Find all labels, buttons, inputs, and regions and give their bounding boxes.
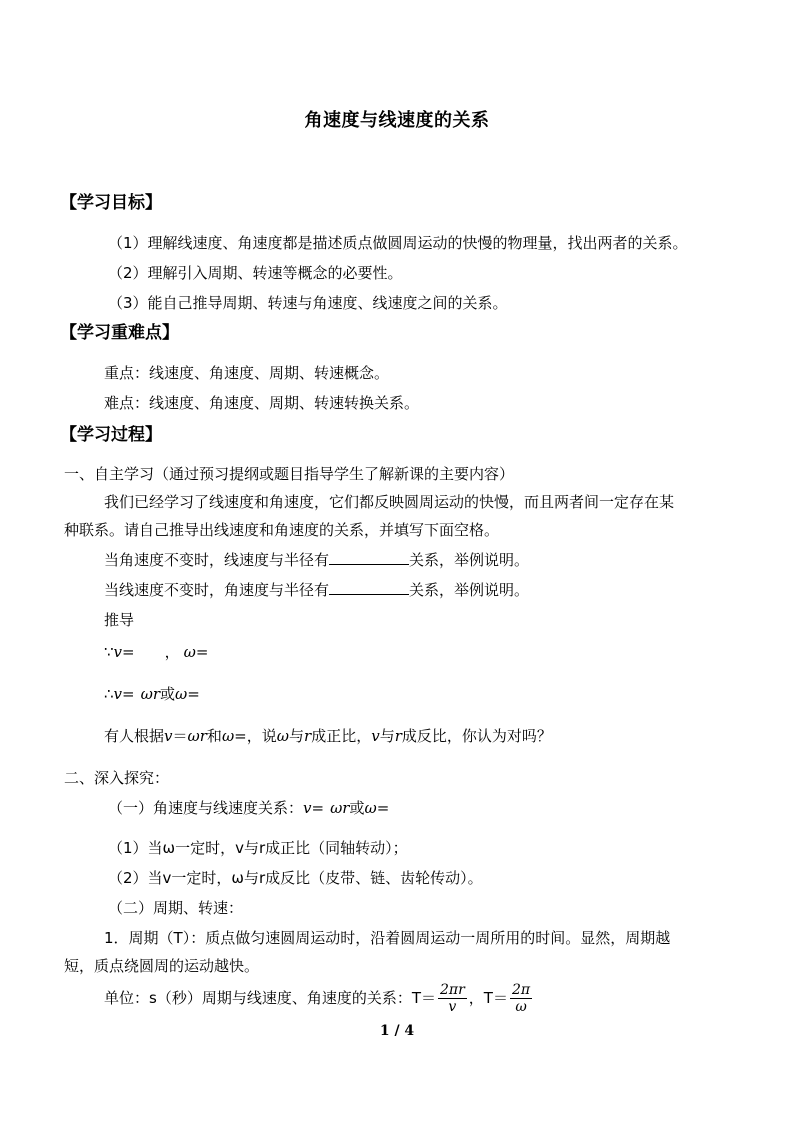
frac2-numerator: 2π [511, 982, 531, 998]
question-v: v [164, 727, 173, 745]
question-v2: v [371, 727, 380, 745]
question-text-c: 与 [289, 727, 305, 745]
derive-label: 推导 [104, 611, 135, 629]
because-line [104, 642, 208, 662]
fill-blank-1[interactable] [329, 550, 409, 565]
part1-question-2 [104, 580, 529, 600]
part2-heading: 二、深入探究： [64, 769, 170, 787]
section-process: 【学习过程】 [60, 425, 162, 445]
key-focus: 重点：线速度、角速度、周期、转速概念。 [104, 364, 390, 382]
sub1-wr: ωr [330, 799, 350, 817]
goal-3: （3）能自己推导周期、转速与角速度、线速度之间的关系。 [108, 294, 508, 312]
period-line2: 短，质点绕圆周的运动越快。 [64, 957, 260, 975]
goal-2: （2）理解引入周期、转速等概念的必要性。 [108, 264, 403, 282]
question-r: r [304, 727, 312, 745]
question-wr: ωr [187, 727, 207, 745]
part1-heading: 一、自主学习（通过预习提纲或题目指导学生了解新课的主要内容） [64, 465, 515, 483]
therefore-symbol: ∴ [104, 685, 114, 703]
sub1-text: （一）角速度与线速度关系： [108, 799, 304, 817]
frac2-denominator: ω [515, 999, 527, 1015]
therefore-wr: ωr [140, 685, 160, 703]
goal-1: （1）理解线速度、角速度都是描述质点做圆周运动的快慢的物理量，找出两者的关系。 [108, 234, 688, 252]
unit-comma: ，T＝ [468, 989, 508, 1007]
question-text-a: 有人根据 [104, 727, 165, 745]
fraction-2pir-over-v [438, 982, 467, 1015]
question-w2: ω [276, 727, 289, 745]
sub1-v: v= [303, 799, 325, 817]
part2-sub2: （二）周期、转速： [108, 899, 244, 917]
unit-text: 单位：s（秒）周期与线速度、角速度的关系：T＝ [104, 989, 436, 1007]
because-w: ω= [183, 643, 209, 661]
question-r2: r [394, 727, 402, 745]
page-title: 角速度与线速度的关系 [304, 110, 490, 131]
q2-text-b: 关系，举例说明。 [409, 581, 530, 599]
q1-text-a: 当角速度不变时，线速度与半径有 [104, 551, 330, 569]
part1-para-line2: 种联系。请自己推导出线速度和角速度的关系，并填写下面空格。 [64, 521, 500, 539]
sub1-w: ω= [364, 799, 390, 817]
frac1-numerator: 2πr [439, 982, 465, 998]
question-text-d: 成正比， [311, 727, 372, 745]
part1-para-line1: 我们已经学习了线速度和角速度，它们都反映圆周运动的快慢，而且两者间一定存在某 [104, 493, 675, 511]
section-goals: 【学习目标】 [60, 193, 162, 213]
sub1-or: 或 [349, 799, 365, 817]
unit-line [104, 978, 534, 1018]
q1-text-b: 关系，举例说明。 [409, 551, 530, 569]
therefore-w: ω= [175, 685, 200, 703]
question-and: 和 [206, 727, 222, 745]
part1-question-1 [104, 550, 529, 570]
page-number: 1 / 4 [379, 1023, 415, 1039]
question-w: ω= [221, 727, 247, 745]
part2-sub1 [108, 798, 389, 818]
question-text-b: ，说 [246, 727, 277, 745]
because-symbol: ∵ [104, 643, 114, 661]
question-text-f: 成反比，你认为对吗？ [401, 727, 552, 745]
frac1-denominator: v [448, 999, 457, 1015]
q2-text-a: 当线速度不变时，角速度与半径有 [104, 581, 330, 599]
because-comma: ， [164, 643, 180, 661]
fraction-2pi-over-omega [510, 982, 532, 1015]
therefore-v: v= [113, 685, 135, 703]
fill-blank-2[interactable] [329, 580, 409, 595]
period-line1: 1．周期（T）：质点做匀速圆周运动时，沿着圆周运动一周所用的时间。显然，周期越 [104, 929, 671, 947]
question-line [104, 726, 552, 746]
question-eq: ＝ [172, 727, 188, 745]
question-text-e: 与 [379, 727, 395, 745]
part2-item-2: （2）当v一定时，ω与r成反比（皮带、链、齿轮传动）。 [108, 869, 483, 887]
key-difficulty: 难点：线速度、角速度、周期、转速转换关系。 [104, 394, 420, 412]
therefore-or: 或 [160, 685, 176, 703]
therefore-line [104, 684, 200, 704]
part2-item-1: （1）当ω一定时，v与r成正比（同轴转动）； [108, 839, 408, 857]
section-key-points: 【学习重难点】 [60, 323, 179, 343]
because-v: v= [113, 643, 135, 661]
